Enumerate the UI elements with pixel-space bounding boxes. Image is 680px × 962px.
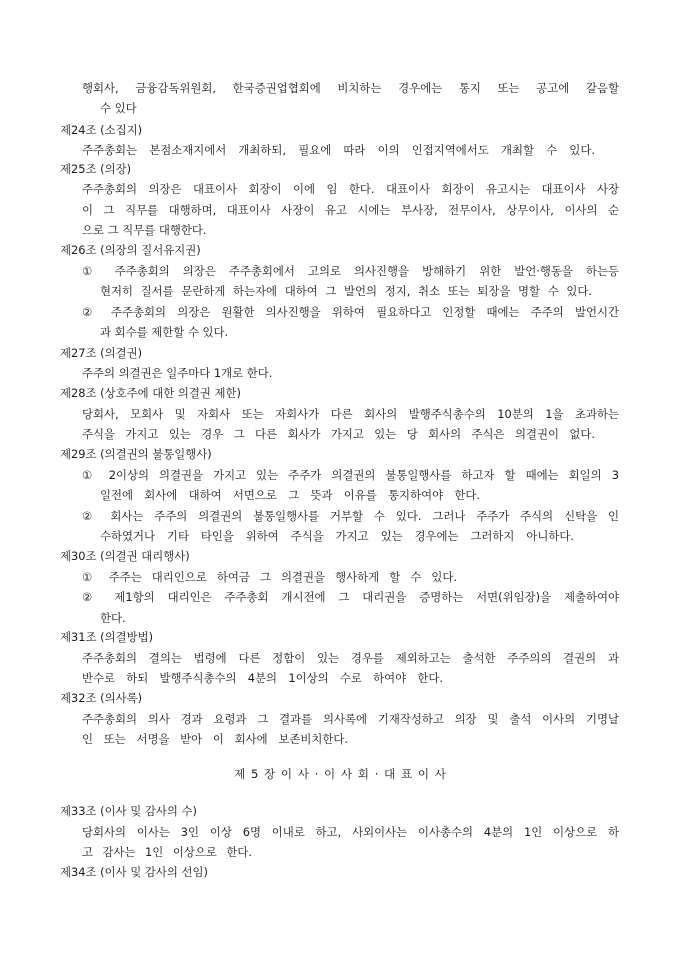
- article-25-body: 으로 그 직무를 대행한다.: [82, 223, 207, 237]
- article-heading-27: 제27조 (의결권): [60, 346, 143, 360]
- chapter-heading: 제 5 장 이 사 · 이 사 회 · 대 표 이 사: [234, 767, 446, 781]
- article-26-item-2: 과 회수를 제한할 수 있다.: [100, 325, 229, 339]
- article-heading-32: 제32조 (의사록): [60, 691, 143, 705]
- article-27-body: 주주의 의결권은 일주마다 1개로 한다.: [82, 366, 273, 380]
- article-heading-29: 제29조 (의결권의 불통일행사): [60, 447, 212, 461]
- body-line: 행회사, 금융감독위원회, 한국증권업협회에 비치하는 경우에는 통지 또는 공고에 갈음할: [82, 81, 619, 95]
- article-29-item-2: 수하였거나 기타 타인을 위하여 주식을 가지고 있는 경우에는 그러하지 아니하다.: [100, 529, 574, 543]
- article-26-item-2: ② 주주총회의 의장은 원활한 의사진행을 위하여 필요하다고 인정할 때에는 주주의 발언시간: [82, 305, 619, 319]
- article-30-item-1: ① 주주는 대리인으로 하여금 그 의결권을 행사하게 할 수 있다.: [82, 570, 457, 584]
- article-29-item-1: ① 2이상의 의결권을 가지고 있는 주주가 의결권의 불통일행사를 하고자 할 때에는 회일의 3: [82, 468, 619, 482]
- body-line: 수 있다: [100, 101, 137, 115]
- article-heading-31: 제31조 (의결방법): [60, 630, 154, 644]
- article-32-body: 주주총회의 의사 경과 요령과 그 결과를 의사록에 기재작성하고 의장 및 출석 이사의 기명날: [82, 712, 619, 726]
- article-26-item-1: ① 주주총회의 의장은 주주총회에서 고의로 의사진행을 방해하기 위한 발언·행동을 하는등: [82, 264, 619, 278]
- article-heading-24: 제24조 (소집지): [60, 123, 143, 137]
- article-29-item-2: ② 회사는 주주의 의결권의 불통일행사를 거부할 수 있다. 그러나 주주가 주식의 신탁을 인: [82, 509, 619, 523]
- article-heading-28: 제28조 (상호주에 대한 의결권 제한): [60, 386, 241, 400]
- article-31-body: 주주총회의 결의는 법령에 다른 정함이 있는 경우를 제외하고는 출석한 주주의의 결권의 과: [82, 651, 619, 665]
- article-30-item-2: ② 제1항의 대리인은 주주총회 개시전에 그 대리권을 증명하는 서면(위임장)을 제출하여야: [82, 590, 619, 604]
- article-heading-34: 제34조 (이사 및 감사의 선임): [60, 865, 208, 879]
- article-33-body: 고 감사는 1인 이상으로 한다.: [82, 845, 252, 859]
- article-25-body: 주주총회의 의장은 대표이사 회장이 이에 임 한다. 대표이사 회장이 유고시는 대표이사 사장: [82, 182, 619, 196]
- article-24-body: 주주총회는 본점소재지에서 개최하되, 필요에 따라 이의 인접지역에서도 개최할 수 있다.: [82, 143, 595, 157]
- article-30-item-2: 한다.: [100, 611, 126, 625]
- article-heading-26: 제26조 (의장의 질서유지권): [60, 243, 201, 257]
- article-28-body: 주식을 가지고 있는 경우 그 다른 회사가 가지고 있는 당 회사의 주식은 의결권이 없다.: [82, 427, 595, 441]
- article-28-body: 당회사, 모회사 및 자회사 또는 자회사가 다른 회사의 발행주식총수의 10분의 1을 초과하는: [82, 407, 619, 421]
- article-26-item-1: 현저히 질서를 문란하게 하는자에 대하여 그 발언의 정지, 취소 또는 퇴장을 명할 수 있다.: [100, 284, 592, 298]
- article-29-item-1: 일전에 회사에 대하여 서면으로 그 뜻과 이유를 통지하여야 한다.: [100, 488, 480, 502]
- article-25-body: 이 그 직무를 대행하며, 대표이사 사장이 유고 시에는 부사장, 전무이사, 상무이사, 이사의 순: [82, 203, 619, 217]
- article-heading-33: 제33조 (이사 및 감사의 수): [60, 804, 197, 818]
- article-heading-30: 제30조 (의결권 대리행사): [60, 549, 190, 563]
- article-heading-25: 제25조 (의장): [60, 162, 132, 176]
- article-31-body: 반수로 하되 발행주식총수의 4분의 1이상의 수로 하여야 한다.: [82, 671, 443, 685]
- article-32-body: 인 또는 서명을 받아 이 회사에 보존비치한다.: [82, 732, 348, 746]
- article-33-body: 당회사의 이사는 3인 이상 6명 이내로 하고, 사외이사는 이사총수의 4분의 1인 이상으로 하: [82, 825, 619, 839]
